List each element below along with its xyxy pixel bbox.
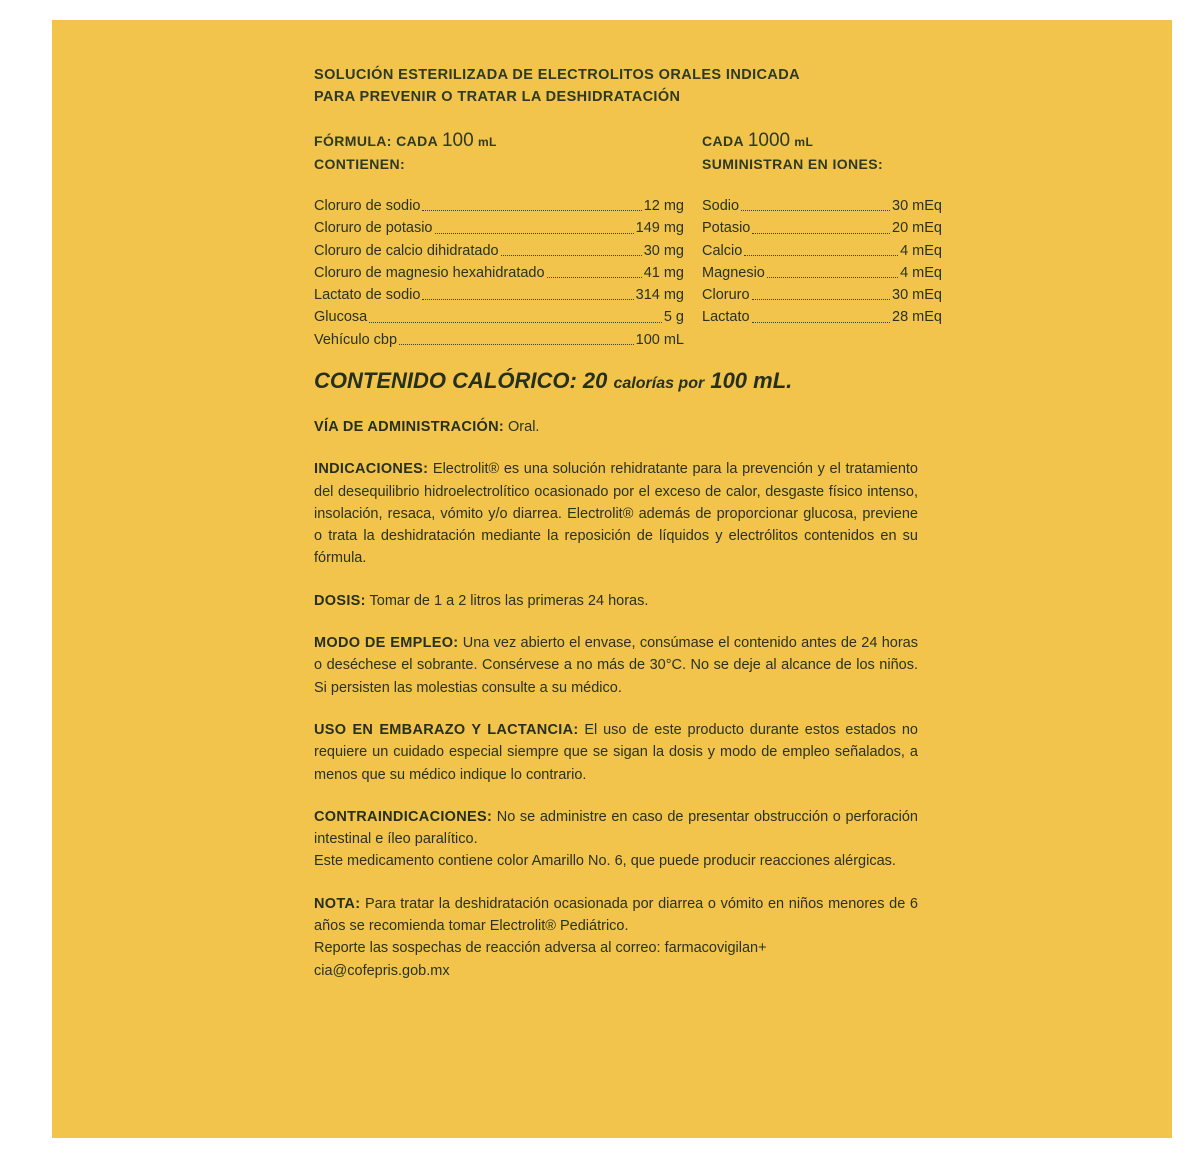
ion-row-name: Calcio bbox=[702, 242, 743, 259]
indicaciones-label: INDICACIONES: bbox=[314, 461, 429, 478]
ingredient-row bbox=[314, 195, 684, 217]
dotted-leader bbox=[741, 210, 890, 211]
ingredients-heading-subtext: CONTIENEN: bbox=[314, 156, 406, 172]
ions-heading-unit: mL bbox=[794, 135, 814, 149]
ions-heading bbox=[702, 130, 942, 175]
ion-row-value: 30 mEq bbox=[892, 287, 942, 304]
dotted-leader bbox=[752, 299, 890, 300]
embarazo-text: El uso de este producto durante estos estados no requiere un cuidado especial siempre que se sigan la dosis y modo de empleo señalados, a menos que su médico indique lo contrario. bbox=[314, 721, 919, 783]
ion-row-name: Potasio bbox=[702, 220, 751, 237]
ingredient-row-name: Cloruro de sodio bbox=[314, 198, 421, 214]
ingredient-row bbox=[314, 240, 684, 262]
ions-heading-subtext: SUMINISTRAN EN IONES: bbox=[702, 156, 884, 172]
ingredient-row bbox=[314, 306, 684, 328]
ion-row-value: 4 mEq bbox=[900, 264, 942, 281]
ion-row-value: 20 mEq bbox=[892, 220, 942, 237]
ingredients-heading-unit: mL bbox=[477, 135, 497, 149]
ingredient-row-name: Glucosa bbox=[314, 309, 368, 326]
ions-heading-number: 1000 bbox=[747, 130, 791, 151]
ingredients-heading-text: FÓRMULA: CADA bbox=[314, 133, 438, 149]
ingredients-column bbox=[314, 130, 684, 351]
ion-row bbox=[702, 284, 942, 306]
ingredient-row-name: Vehículo cbp bbox=[314, 331, 398, 348]
contraindicaciones-text: No se administre en caso de presentar obstrucción o perforación intestinal e íleo paralítico. bbox=[314, 808, 918, 848]
caloric-unit-text: calorías por bbox=[613, 375, 705, 392]
ingredient-row-value: 314 mg bbox=[635, 287, 684, 304]
ion-row-value: 30 mEq bbox=[892, 198, 942, 214]
modo-empleo-label: MODO DE EMPLEO: bbox=[314, 635, 459, 652]
ingredient-row-name: Lactato de sodio bbox=[314, 287, 421, 304]
ion-row-name: Sodio bbox=[702, 198, 740, 214]
via-label: VÍA DE ADMINISTRACIÓN: bbox=[314, 419, 504, 435]
modo-empleo-section bbox=[314, 632, 918, 699]
caloric-volume: 100 mL. bbox=[710, 368, 793, 393]
ion-row-name: Cloruro bbox=[702, 287, 750, 304]
dosis-text: Tomar de 1 a 2 litros las primeras 24 horas. bbox=[369, 592, 649, 609]
via-text: Oral. bbox=[508, 419, 540, 435]
ions-heading-text: CADA bbox=[702, 133, 744, 149]
dosis-section bbox=[314, 590, 918, 612]
label-title-line-1: SOLUCIÓN ESTERILIZADA DE ELECTROLITOS ORALES INDICADA bbox=[314, 67, 801, 83]
caloric-content bbox=[314, 368, 954, 394]
dotted-leader bbox=[501, 255, 642, 256]
nota-text: Para tratar la deshidratación ocasionada por diarrea o vómito en niños menores de 6 años se recomienda tomar Electrolit® Pediátrico. bbox=[314, 895, 918, 935]
ion-row bbox=[702, 262, 942, 284]
ion-row-name: Lactato bbox=[702, 309, 750, 326]
nota-section bbox=[314, 893, 918, 982]
nota-label: NOTA: bbox=[314, 895, 361, 912]
ingredient-row bbox=[314, 284, 684, 306]
caloric-label: CONTENIDO CALÓRICO: bbox=[314, 368, 577, 393]
ions-list bbox=[702, 195, 942, 329]
dotted-leader bbox=[399, 344, 634, 345]
ion-row bbox=[702, 195, 942, 217]
nota-report-text: Reporte las sospechas de reacción adversa al correo: farmacovigilan+ bbox=[314, 940, 767, 957]
indicaciones-section bbox=[314, 458, 918, 569]
ion-row-name: Magnesio bbox=[702, 264, 765, 281]
indicaciones-text: Electrolit® es una solución rehidratante para la prevención y el tratamiento del desequilibrio hidroelectrolítico ocasionado por el exceso de calor, desgaste físico intenso, insolación, resaca, vómito y/o diarrea. Electrolit® además de proporcionar glucosa, previene o trata la deshidratación mediante la reposición de líquidos y electrólitos contenidos en su fórmula. bbox=[314, 461, 918, 567]
contraindicaciones-section bbox=[314, 806, 918, 873]
ion-row-value: 4 mEq bbox=[900, 242, 942, 259]
label-title bbox=[314, 64, 954, 108]
dotted-leader bbox=[744, 255, 898, 256]
ingredients-heading-number: 100 bbox=[441, 130, 474, 151]
ingredient-row-value: 100 mL bbox=[635, 331, 684, 348]
ingredient-row-value: 5 g bbox=[663, 309, 684, 326]
ingredient-row bbox=[314, 262, 684, 284]
ingredients-list bbox=[314, 195, 684, 351]
ingredient-row bbox=[314, 329, 684, 351]
dotted-leader bbox=[422, 210, 641, 211]
dotted-leader bbox=[435, 233, 634, 234]
ion-row bbox=[702, 217, 942, 239]
ingredients-heading bbox=[314, 130, 684, 175]
ingredient-row-value: 41 mg bbox=[643, 264, 684, 281]
product-label-panel bbox=[52, 20, 1172, 1138]
ion-row bbox=[702, 306, 942, 328]
dotted-leader bbox=[752, 233, 890, 234]
embarazo-section bbox=[314, 719, 918, 786]
embarazo-label: USO EN EMBARAZO Y LACTANCIA: bbox=[314, 721, 579, 738]
ingredient-row-value: 30 mg bbox=[643, 242, 684, 259]
caloric-number: 20 bbox=[582, 368, 608, 393]
dotted-leader bbox=[752, 322, 890, 323]
ion-row bbox=[702, 240, 942, 262]
ions-column bbox=[702, 130, 942, 329]
modo-empleo-text: Una vez abierto el envase, consúmase el contenido antes de 24 horas o deséchese el sobrante. Consérvese a no más de 30°C. No se deje al alcance de los niños. Si persisten las molestias consulte a su médico. bbox=[314, 635, 918, 696]
ion-row-value: 28 mEq bbox=[892, 309, 942, 326]
ingredient-row-name: Cloruro de potasio bbox=[314, 220, 433, 237]
formula-section bbox=[314, 130, 954, 360]
dosis-label: DOSIS: bbox=[314, 592, 366, 609]
nota-email: cia@cofepris.gob.mx bbox=[314, 962, 450, 979]
dotted-leader bbox=[547, 277, 642, 278]
ingredient-row bbox=[314, 217, 684, 239]
dotted-leader bbox=[369, 322, 662, 323]
contraindicaciones-text-2: Este medicamento contiene color Amarillo No. 6, que puede producir reacciones alérgicas. bbox=[314, 853, 896, 870]
ingredient-row-name: Cloruro de calcio dihidratado bbox=[314, 242, 499, 259]
ingredient-row-value: 149 mg bbox=[635, 220, 684, 237]
label-title-line-2: PARA PREVENIR O TRATAR LA DESHIDRATACIÓN bbox=[314, 89, 681, 105]
dotted-leader bbox=[422, 299, 633, 300]
ingredient-row-name: Cloruro de magnesio hexahidratado bbox=[314, 264, 545, 281]
ingredient-row-value: 12 mg bbox=[643, 198, 684, 214]
contraindicaciones-label: CONTRAINDICACIONES: bbox=[314, 808, 493, 825]
via-section bbox=[314, 416, 918, 438]
dotted-leader bbox=[767, 277, 898, 278]
label-content bbox=[314, 64, 954, 982]
